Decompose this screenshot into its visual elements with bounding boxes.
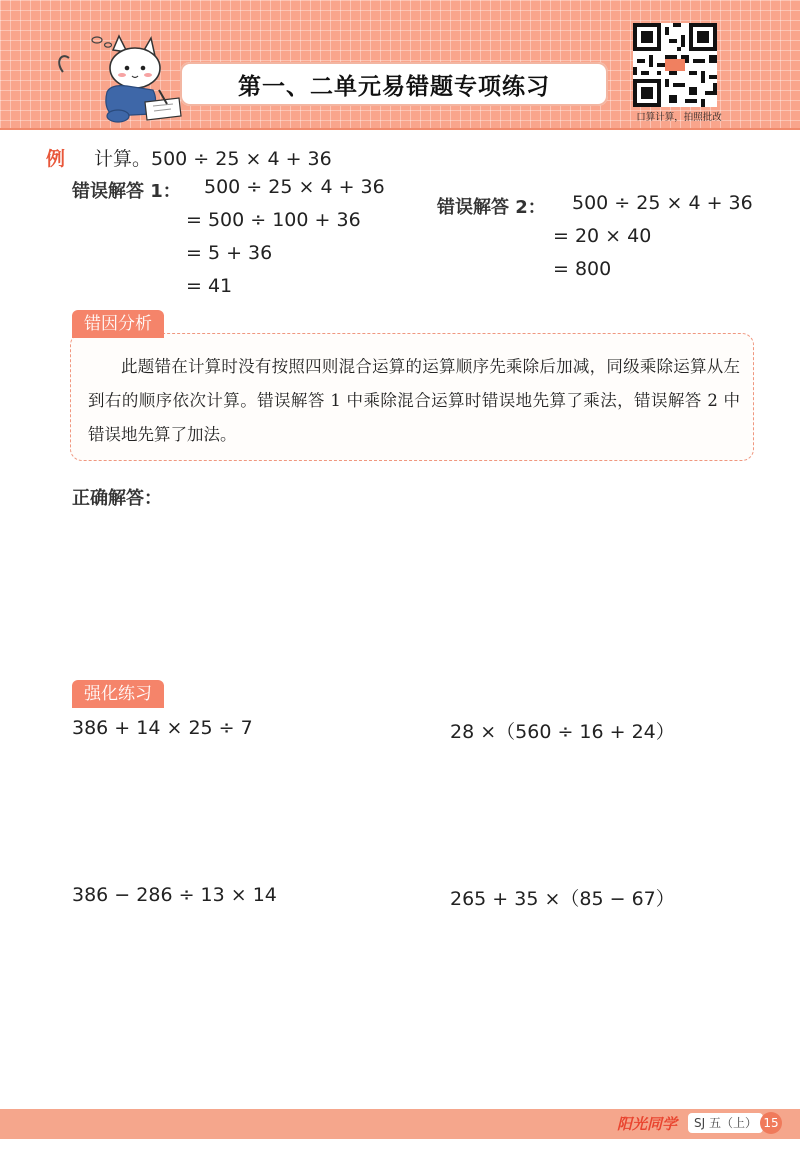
page-footer: [0, 1109, 800, 1139]
page-number: 15: [760, 1112, 782, 1134]
wrong-answer-2-label: 错误解答 2：: [437, 197, 546, 218]
cat-writing-illustration: [55, 32, 185, 124]
practice-problem: 28 ×（560 ÷ 16 + 24）: [450, 721, 675, 743]
wrong-answer-2-line: 500 ÷ 25 × 4 + 36: [572, 192, 753, 214]
wrong-answer-1-line: = 500 ÷ 100 + 36: [186, 209, 361, 231]
example-question: 计算。500 ÷ 25 × 4 + 36: [94, 148, 332, 170]
practice-problem: 386 − 286 ÷ 13 × 14: [72, 884, 277, 906]
page-title: 第一、二单元易错题专项练习: [180, 62, 608, 106]
practice-problem: 386 + 14 × 25 ÷ 7: [72, 717, 253, 739]
practice-tag: 强化练习: [72, 680, 164, 708]
qr-caption: 口算计算，拍照批改: [636, 112, 722, 123]
example-marker: 例: [46, 148, 66, 170]
grade-label: SJ 五（上）: [688, 1113, 763, 1133]
wrong-answer-1-line: 500 ÷ 25 × 4 + 36: [204, 176, 385, 198]
wrong-answer-2-line: = 800: [553, 258, 612, 280]
wrong-answer-1-label: 错误解答 1：: [72, 181, 181, 202]
wrong-answer-1-line: = 41: [186, 275, 233, 297]
wrong-answer-2-line: = 20 × 40: [553, 225, 652, 247]
error-analysis-tag: 错因分析: [72, 310, 164, 338]
qr-code[interactable]: [633, 23, 717, 107]
error-analysis-text: 此题错在计算时没有按照四则混合运算的运算顺序先乘除后加减，同级乘除运算从左到右的顺序依次计算。错误解答 1 中乘除混合运算时错误地先算了乘法，错误解答 2 中错误地先算了加法。: [88, 357, 740, 444]
correct-answer-label: 正确解答：: [72, 488, 162, 509]
practice-problem: 265 + 35 ×（85 − 67）: [450, 888, 675, 910]
wrong-answer-1-line: = 5 + 36: [186, 242, 273, 264]
brand-logo: 阳光同学: [617, 1115, 678, 1133]
